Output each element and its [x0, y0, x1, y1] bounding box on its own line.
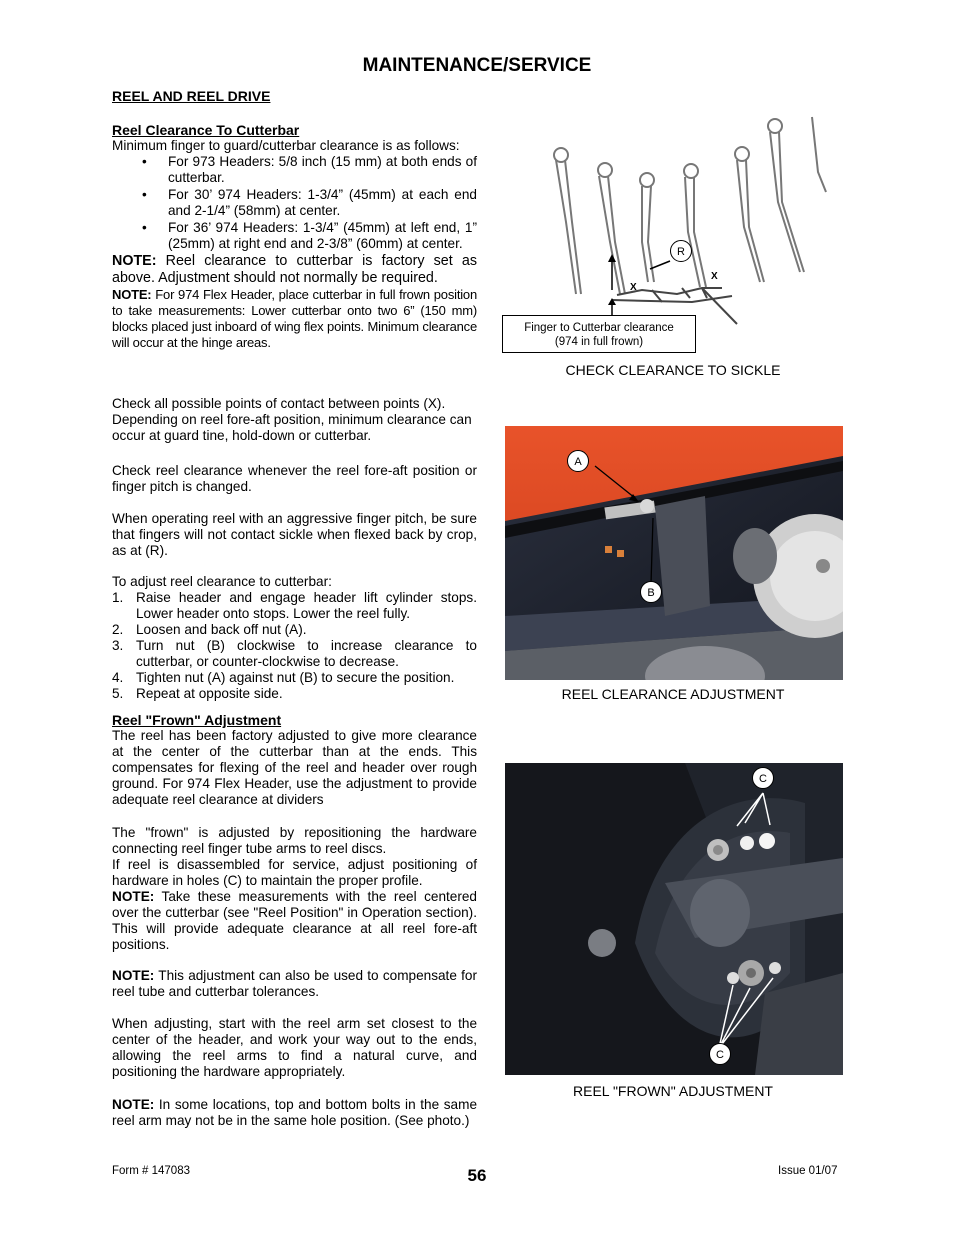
callout-leader-r	[650, 261, 670, 269]
step-item: 5. Repeat at opposite side.	[112, 686, 283, 701]
note-label: NOTE:	[112, 287, 152, 302]
note-text: Reel clearance to cutterbar is factory set as above. Adjustment should not normally be required.	[112, 253, 477, 286]
section-heading: REEL AND REEL DRIVE	[112, 88, 271, 104]
step-item: 1. Raise header and engage header lift cylinder stops. Lower header onto stops. Lower the reel fully.	[112, 590, 477, 621]
note-centered: NOTE: Take these measurements with the reel centered over the cutterbar (see "Reel Position" in Operation section). This will provide adequate clearance at all reel fore-aft positions.	[112, 889, 477, 952]
issue-date: Issue 01/07	[778, 1165, 838, 1177]
page-title: MAINTENANCE/SERVICE	[362, 55, 592, 76]
frown-para-2: The "frown" is adjusted by repositioning the hardware connecting reel finger tube arms to reel discs. If reel is disassembled for service, adjust positioning of hardware in holes (C) to maintain the proper profile. NOTE: Take these measurements with the reel centered over the cutterbar (see "Reel Position" in Operation section). This will provide adequate clearance at all reel fore-aft positions.	[112, 825, 477, 952]
step-item: 3. Turn nut (B) clockwise to increase clearance to cutterbar, or counter-clockwise to decrease.	[112, 638, 477, 669]
callout-r: R	[670, 240, 692, 262]
arrow-head	[608, 298, 616, 305]
para-aggressive-pitch: When operating reel with an aggressive finger pitch, be sure that fingers will not contact sickle when flexed back by crop, as at (R).	[112, 511, 477, 558]
para-check-whenever: Check reel clearance whenever the reel fore-aft position or finger pitch is changed.	[112, 463, 477, 494]
step-item: 4. Tighten nut (A) against nut (B) to secure the position.	[112, 670, 455, 685]
clearance-bullet: • For 973 Headers: 5/8 inch (15 mm) at both ends of cutterbar.	[112, 154, 477, 186]
callout-a: A	[567, 450, 589, 472]
adjust-steps	[112, 574, 477, 702]
x-mark: X	[630, 282, 637, 293]
callout-c: C	[752, 767, 774, 789]
note-flex-header	[112, 287, 477, 351]
x-mark: X	[711, 271, 718, 282]
steps-intro: To adjust reel clearance to cutterbar:	[112, 574, 332, 589]
figure-caption: CHECK CLEARANCE TO SICKLE	[565, 362, 781, 378]
clearance-bullet: • For 36’ 974 Headers: 1-3/4” (45mm) at left end, 1” (25mm) at right end and 2-3/8” (60mm) at center.	[112, 220, 477, 252]
callout-c: C	[709, 1043, 731, 1065]
figure-caption: REEL CLEARANCE ADJUSTMENT	[561, 686, 785, 702]
note-text: For 974 Flex Header, place cutterbar in full frown position to take measurements: Lower cutterbar onto two 6” (150 mm) blocks placed just inboard of wing flex points. Minimum clearance will occur at the hinge areas.	[112, 287, 477, 350]
clearance-section	[112, 122, 477, 351]
form-number: Form # 147083	[112, 1165, 190, 1177]
note-hole-position: NOTE: In some locations, top and bottom bolts in the same reel arm may not be in the same hole position. (See photo.)	[112, 1097, 477, 1128]
clearance-intro: Minimum finger to guard/cutterbar clearance is as follows:	[112, 138, 460, 153]
para-check-points: Check all possible points of contact between points (X). Depending on reel fore-aft position, minimum clearance can occur at guard tine, hold-down or cutterbar.	[112, 396, 472, 443]
note-factory-set	[112, 253, 477, 287]
frown-section	[112, 712, 477, 808]
note-label: NOTE:	[112, 253, 157, 269]
note-tolerances: NOTE: This adjustment can also be used to compensate for reel tube and cutterbar tolerances.	[112, 968, 477, 999]
figure-caption: REEL "FROWN" ADJUSTMENT	[573, 1083, 773, 1099]
step-item: 2. Loosen and back off nut (A).	[112, 622, 307, 637]
frown-para-3: When adjusting, start with the reel arm set closest to the center of the header, and work your way out to the ends, allowing the reel arms to find a natural curve, and positioning the hardware appropriately.	[112, 1016, 477, 1079]
clearance-label-box: Finger to Cutterbar clearance (974 in full frown)	[502, 315, 696, 353]
arrow-head	[608, 254, 616, 262]
callout-b: B	[640, 581, 662, 603]
reel-frown-photo	[505, 763, 843, 1075]
clearance-heading: Reel Clearance To Cutterbar	[112, 122, 300, 138]
frown-para-1: The reel has been factory adjusted to give more clearance at the center of the cutterbar than at the ends. This compensates for flexing of the reel and header over rough ground. For 974 Flex Header, use the adjustment to provide adequate reel clearance at dividers	[112, 728, 477, 807]
reel-finger-lines	[554, 117, 826, 294]
page-number: 56	[467, 1166, 487, 1185]
reel-clearance-photo	[505, 426, 843, 680]
clearance-bullet: • For 30’ 974 Headers: 1-3/4” (45mm) at each end and 2-1/4” (58mm) at center.	[112, 187, 477, 219]
frown-heading: Reel "Frown" Adjustment	[112, 712, 282, 728]
